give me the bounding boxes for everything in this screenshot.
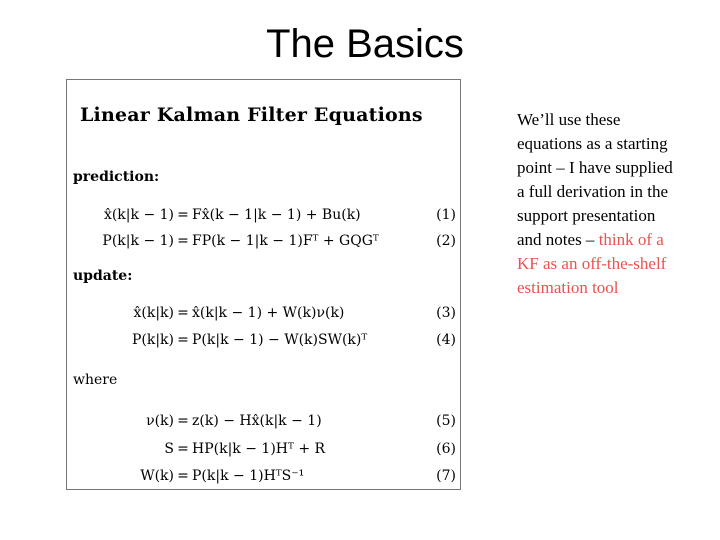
equation-rhs: x̂(k|k − 1) + W(k)ν(k): [192, 305, 345, 321]
equals-sign: =: [177, 305, 189, 321]
equation-7: [67, 465, 462, 487]
equals-sign: =: [177, 332, 189, 348]
equals-sign: =: [177, 233, 189, 249]
where-label: where: [73, 372, 118, 388]
prediction-label: prediction:: [73, 169, 160, 185]
equation-2: [67, 230, 462, 252]
equals-sign: =: [177, 413, 189, 429]
equation-rhs: FP(k − 1|k − 1)Fᵀ + GQGᵀ: [192, 233, 379, 249]
equation-lhs: ν(k): [146, 413, 174, 429]
equation-number: (2): [436, 233, 456, 249]
equation-number: (3): [436, 305, 456, 321]
note-text: We’ll use these equations as a starting point – I have supplied a full derivation in the support presentation and notes –: [517, 110, 673, 249]
equation-number: (7): [436, 468, 456, 484]
update-label: update:: [73, 268, 133, 284]
equals-sign: =: [177, 441, 189, 457]
equation-lhs: x̂(k|k): [133, 305, 174, 321]
equation-number: (1): [436, 207, 456, 223]
equations-figure: [66, 79, 461, 490]
panel-title: Linear Kalman Filter Equations: [80, 104, 423, 126]
equation-number: (6): [436, 441, 456, 457]
equation-number: (5): [436, 413, 456, 429]
equation-number: (4): [436, 332, 456, 348]
equation-3: [67, 302, 462, 324]
note-highlight: think of a KF as an off-the-shelf estimation tool: [517, 230, 667, 297]
equation-lhs: x̂(k|k − 1): [103, 207, 174, 223]
equation-lhs: P(k|k): [131, 332, 174, 348]
slide-title: The Basics: [266, 22, 464, 66]
equation-1: [67, 204, 462, 226]
equation-rhs: P(k|k − 1)HᵀS⁻¹: [192, 468, 305, 484]
equation-4: [67, 329, 462, 351]
equation-rhs: HP(k|k − 1)Hᵀ + R: [192, 441, 326, 457]
equation-rhs: P(k|k − 1) − W(k)SW(k)ᵀ: [192, 332, 368, 348]
side-note: [517, 108, 675, 300]
equation-5: [67, 410, 462, 432]
equals-sign: =: [177, 207, 189, 223]
equation-6: [67, 438, 462, 460]
equals-sign: =: [177, 468, 189, 484]
equation-lhs: W(k): [140, 468, 174, 484]
equation-lhs: S: [164, 441, 174, 457]
equation-rhs: z(k) − Hx̂(k|k − 1): [192, 413, 322, 429]
equation-rhs: Fx̂(k − 1|k − 1) + Bu(k): [192, 207, 361, 223]
equation-lhs: P(k|k − 1): [102, 233, 174, 249]
